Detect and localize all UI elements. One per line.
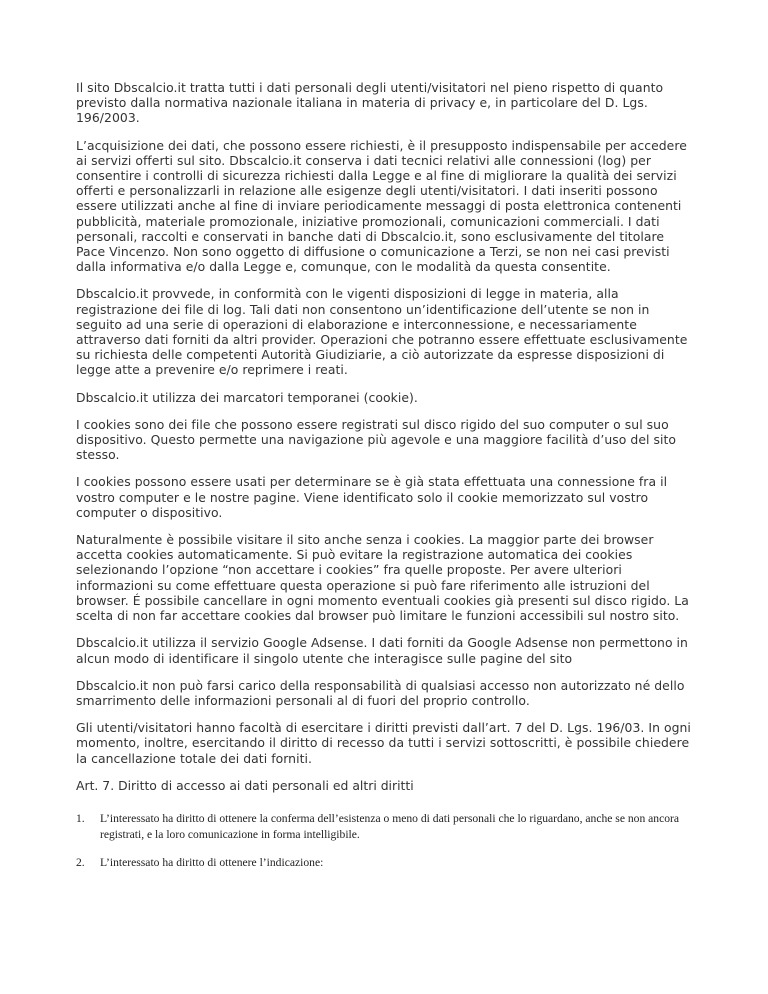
paragraph-log-files: Dbscalcio.it provvede, in conformità con le vigenti disposizioni di legge in materia, alla registrazione dei file di log. Tali dati non consentono un’identificazione dell’utente se non in seguito ad una serie di operazioni di elaborazione e interconnessione, e necessariamente attraverso dati forniti da altri provider. Operazioni che potranno essere effettuate esclusivamente su richiesta delle competenti Autorità Giudiziarie, a ciò autorizzate da espresse disposizioni di legge atte a prevenire e/o reprimere i reati. <box>76 286 688 378</box>
paragraph-google-adsense: Dbscalcio.it utilizza il servizio Google Adsense. I dati forniti da Google Adsense non permettono in alcun modo di identificare il singolo utente che interagisce sulle pagine del sito <box>76 635 688 666</box>
paragraph-cookie-purpose: I cookies possono essere usati per determinare se è già stata effettuata una connessione fra il vostro computer e le nostre pagine. Viene identificato solo il cookie memorizzato sul vostro computer o dispositivo. <box>76 474 668 520</box>
list-item <box>76 811 696 843</box>
list-item <box>76 855 696 871</box>
paragraph-cookie-disable: Naturalmente è possibile visitare il sito anche senza i cookies. La maggior parte dei browser accetta cookies automaticamente. Si può evitare la registrazione automatica dei cookies selezionando l’opzione “non accettare i cookies” fra quelle proposte. Per avere ulteriori informazioni su come effettuare questa operazione si può fare riferimento alle istruzioni del browser. É possibile cancellare in ogni momento eventuali cookies già presenti sul disco rigido. La scelta di non far accettare cookies dal browser può limitare le funzioni accessibili sul nostro sito. <box>76 532 689 624</box>
list-item-number: 2. <box>76 855 85 869</box>
document-page <box>76 80 696 883</box>
paragraph-cookie-usage: Dbscalcio.it utilizza dei marcatori temporanei (cookie). <box>76 389 418 405</box>
list-item-number: 1. <box>76 811 85 825</box>
article-heading: Art. 7. Diritto di accesso ai dati personali ed altri diritti <box>76 777 414 793</box>
paragraph-user-rights: Gli utenti/visitatori hanno facoltà di esercitare i diritti previsti dall’art. 7 del D. Lgs. 196/03. In ogni momento, inoltre, esercitando il diritto di recesso da tutti i servizi sottoscritti, è possibile chiedere la cancellazione totale dei dati forniti. <box>76 720 691 766</box>
list-item-text: L’interessato ha diritto di ottenere l’indicazione: <box>100 855 324 869</box>
paragraph-liability: Dbscalcio.it non può farsi carico della responsabilità di qualsiasi accesso non autorizzato né dello smarrimento delle informazioni personali al di fuori del proprio controllo. <box>76 677 685 708</box>
paragraph-cookie-definition: I cookies sono dei file che possono essere registrati sul disco rigido del suo computer o sul suo dispositivo. Questo permette una navigazione più agevole e una maggiore facilità d’uso del sito stesso. <box>76 416 677 463</box>
paragraph-privacy-intro: Il sito Dbscalcio.it tratta tutti i dati personali degli utenti/visitatori nel pieno rispetto di quanto previsto dalla normativa nazionale italiana in materia di privacy e, in particolare del D. Lgs. 196/2003. <box>76 80 664 126</box>
article-rights-list <box>76 811 696 871</box>
paragraph-data-acquisition: L’acquisizione dei dati, che possono essere richiesti, è il presupposto indispensabile per accedere ai servizi offerti sul sito. Dbscalcio.it conserva i dati tecnici relativi alle connessioni (log) per consentire i controlli di sicurezza richiesti dalla Legge e al fine di migliorare la qualità dei servizi offerti e personalizzarli in relazione alle esigenze degli utenti/visitatori. I dati inseriti possono essere utilizzati anche al fine di inviare periodicamente messaggi di posta elettronica contenenti pubblicità, materiale promozionale, iniziative promozionali, comunicazioni commerciali. I dati personali, raccolti e conservati in banche dati di Dbscalcio.it, sono esclusivamente del titolare Pace Vincenzo. Non sono oggetto di diffusione o comunicazione a Terzi, se non nei casi previsti dalla informativa e/o dalla Legge e, comunque, con le modalità da questa consentite. <box>76 137 687 275</box>
list-item-text: L’interessato ha diritto di ottenere la conferma dell’esistenza o meno di dati personali che lo riguardano, anche se non ancora registrati, e la loro comunicazione in forma intelligibile. <box>100 811 680 841</box>
